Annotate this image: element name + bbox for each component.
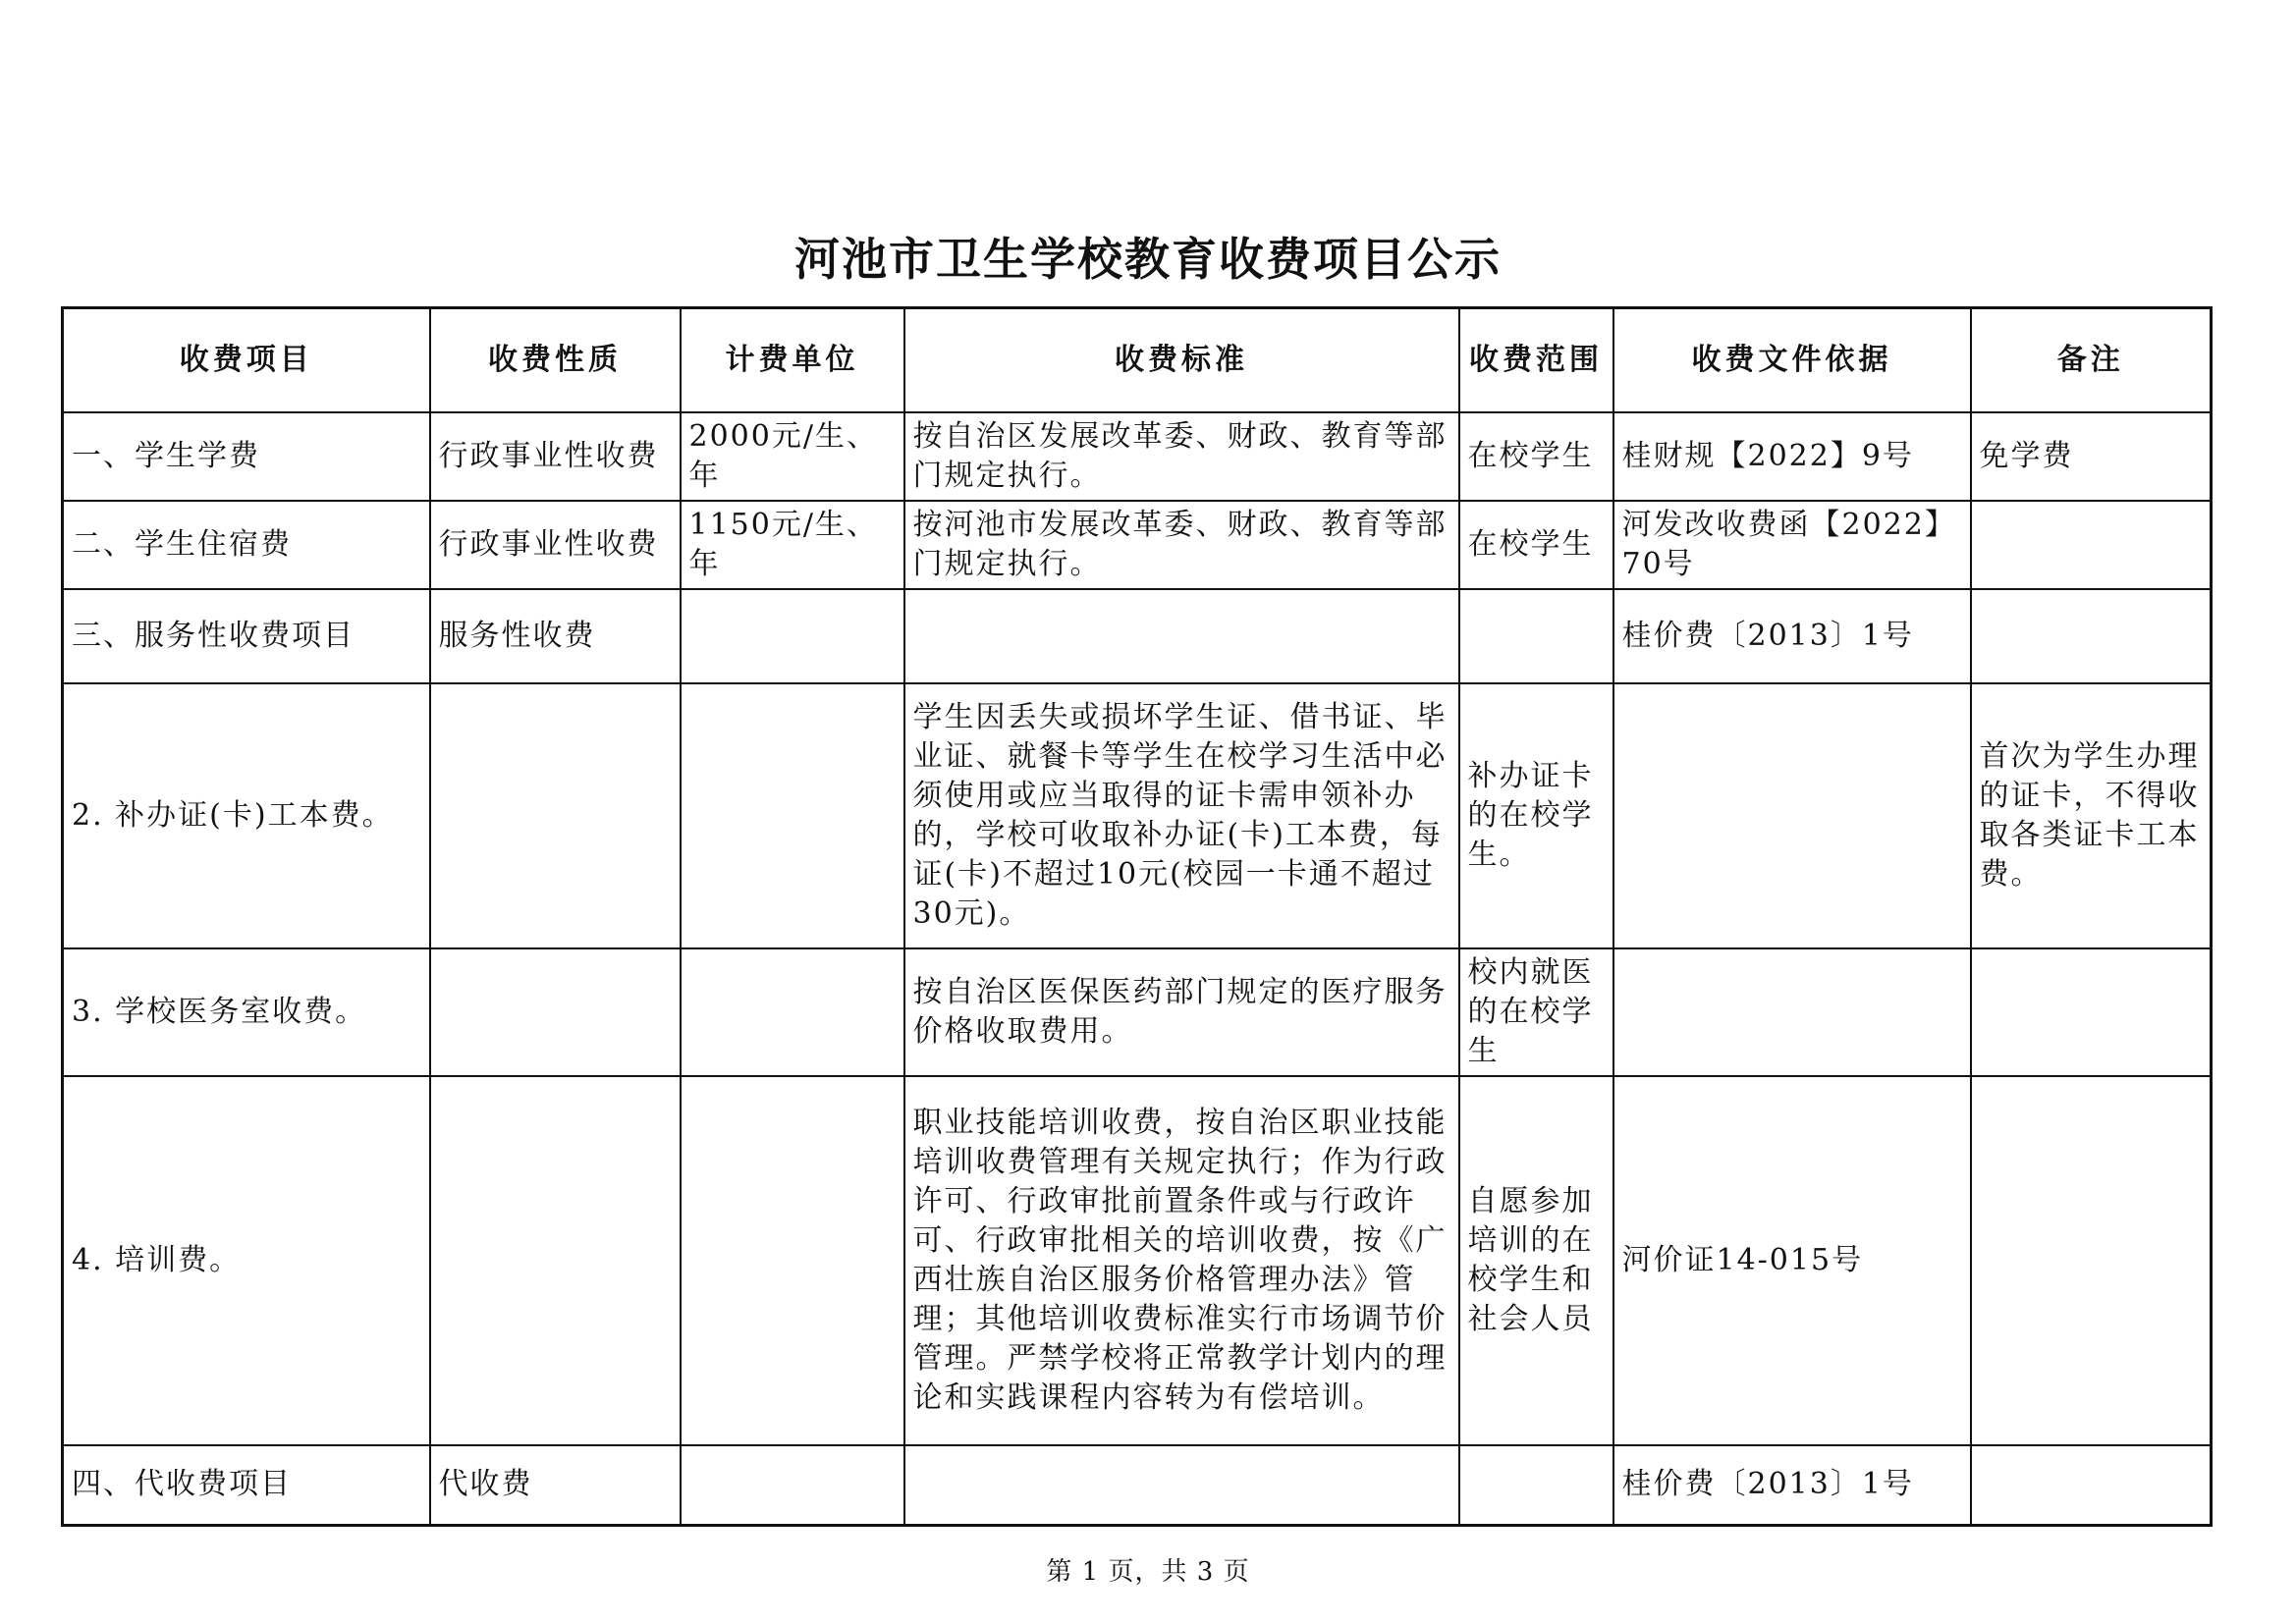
table-row [63,501,2212,589]
table-row [63,1076,2212,1445]
scope-cell: 自愿参加培训的在校学生和社会人员 [1459,1076,1613,1445]
remark-cell [1971,589,2212,683]
unit-cell [681,1445,904,1526]
page-number: 第 1 页，共 3 页 [1046,1557,1250,1587]
basis-cell: 桂财规【2022】9号 [1613,412,1971,501]
nature-cell: 行政事业性收费 [430,501,681,589]
nature-cell: 代收费 [430,1445,681,1526]
table-row [63,683,2212,948]
scope-cell: 在校学生 [1459,412,1613,501]
item-cell: 3. 学校医务室收费。 [63,948,430,1076]
nature-cell [430,948,681,1076]
remark-cell [1971,1445,2212,1526]
table-header-row [63,308,2212,412]
fee-table [61,306,2213,1527]
nature-cell: 行政事业性收费 [430,412,681,501]
remark-cell: 首次为学生办理的证卡，不得收取各类证卡工本费。 [1971,683,2212,948]
standard-cell: 学生因丢失或损坏学生证、借书证、毕业证、就餐卡等学生在校学习生活中必须使用或应当取得的证卡需申领补办的，学校可收取补办证(卡)工本费，每证(卡)不超过10元(校园一卡通不超过30元)。 [904,683,1459,948]
item-cell: 三、服务性收费项目 [63,589,430,683]
table-row [63,412,2212,501]
item-cell: 一、学生学费 [63,412,430,501]
unit-cell [681,589,904,683]
standard-cell: 按自治区医保医药部门规定的医疗服务价格收取费用。 [904,948,1459,1076]
standard-cell: 按自治区发展改革委、财政、教育等部门规定执行。 [904,412,1459,501]
unit-cell: 1150元/生、年 [681,501,904,589]
standard-cell: 职业技能培训收费，按自治区职业技能培训收费管理有关规定执行；作为行政许可、行政审批前置条件或与行政许可、行政审批相关的培训收费，按《广西壮族自治区服务价格管理办法》管理；其他培训收费标准实行市场调节价管理。严禁学校将正常教学计划内的理论和实践课程内容转为有偿培训。 [904,1076,1459,1445]
header-cell: 收费范围 [1459,308,1613,412]
unit-cell: 2000元/生、年 [681,412,904,501]
header-cell: 备注 [1971,308,2212,412]
remark-cell [1971,1076,2212,1445]
standard-cell: 按河池市发展改革委、财政、教育等部门规定执行。 [904,501,1459,589]
scope-cell [1459,589,1613,683]
nature-cell [430,683,681,948]
standard-cell [904,589,1459,683]
basis-cell: 桂价费〔2013〕1号 [1613,589,1971,683]
scope-cell: 在校学生 [1459,501,1613,589]
scope-cell [1459,1445,1613,1526]
header-cell: 收费文件依据 [1613,308,1971,412]
basis-cell: 河价证14-015号 [1613,1076,1971,1445]
nature-cell [430,1076,681,1445]
basis-cell [1613,683,1971,948]
header-cell: 收费项目 [63,308,430,412]
basis-cell: 桂价费〔2013〕1号 [1613,1445,1971,1526]
header-cell: 收费性质 [430,308,681,412]
header-cell: 收费标准 [904,308,1459,412]
basis-cell [1613,948,1971,1076]
item-cell: 二、学生住宿费 [63,501,430,589]
header-cell: 计费单位 [681,308,904,412]
scope-cell: 校内就医的在校学生 [1459,948,1613,1076]
item-cell: 4. 培训费。 [63,1076,430,1445]
unit-cell [681,1076,904,1445]
scope-cell: 补办证卡的在校学生。 [1459,683,1613,948]
basis-cell: 河发改收费函【2022】70号 [1613,501,1971,589]
item-cell: 四、代收费项目 [63,1445,430,1526]
nature-cell: 服务性收费 [430,589,681,683]
table-row [63,589,2212,683]
remark-cell [1971,948,2212,1076]
unit-cell [681,948,904,1076]
unit-cell [681,683,904,948]
table-row [63,948,2212,1076]
item-cell: 2. 补办证(卡)工本费。 [63,683,430,948]
page-title: 河池市卫生学校教育收费项目公示 [794,233,1502,286]
remark-cell: 免学费 [1971,412,2212,501]
table-row [63,1445,2212,1526]
remark-cell [1971,501,2212,589]
standard-cell [904,1445,1459,1526]
